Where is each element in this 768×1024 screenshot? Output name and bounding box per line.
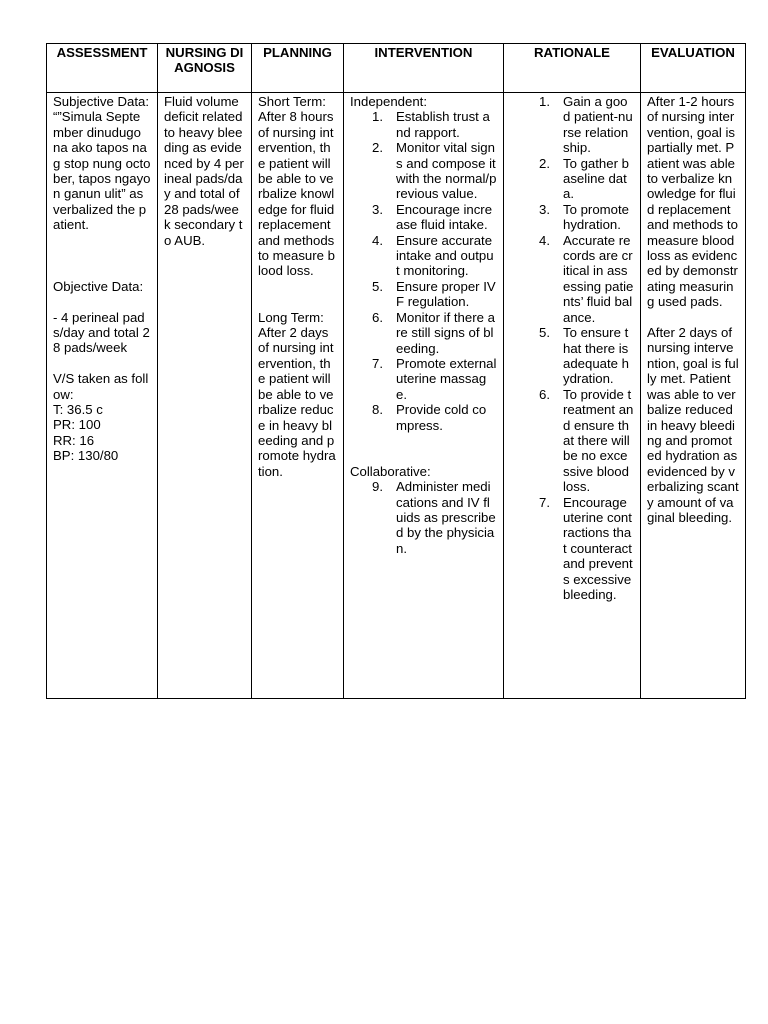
- list-item: 1. Establish trust and rapport.: [372, 109, 490, 140]
- header-planning: PLANNING: [252, 44, 344, 93]
- list-item: 4. Ensure accurate intake and output monitoring.: [372, 232, 494, 279]
- long-term-goal: After 2 days of nursing intervention, the patient will be able to verbalize reduce in heavy bleeding and promote hydration.: [258, 325, 336, 479]
- list-item: 3. Encourage increase fluid intake.: [372, 201, 493, 233]
- list-item: 2. To gather baseline data.: [539, 155, 629, 202]
- short-term-goal: After 8 hours of nursing intervention, the patient will be able to verbalize knowledge for fluid replacement and methods to measure blood loss.: [258, 109, 335, 279]
- list-item: 6. To provide treatment and ensure that there will be no excessive blood loss.: [539, 386, 634, 495]
- evaluation-long-term: After 2 days of nursing intervention, goal is fully met. Patient was able to verbalize reduced in heavy bleeding and promoted hydration as evidenced by verbalizing scanty amount of vaginal bleeding.: [647, 325, 739, 525]
- independent-list: [350, 109, 497, 433]
- independent-label: Independent:: [350, 94, 428, 109]
- list-item: 8. Provide cold compress.: [372, 402, 487, 433]
- subjective-data-label: Subjective Data:: [53, 94, 150, 109]
- list-item: 6. Monitor if there are still signs of bleeding.: [372, 309, 495, 356]
- list-item: 7. Encourage uterine contractions that counteract and prevents excessive bleeding.: [539, 494, 633, 602]
- vital-signs-label: V/S taken as follow:: [53, 371, 149, 402]
- objective-data-label: Objective Data:: [53, 278, 144, 294]
- rationale-list: [510, 94, 634, 602]
- header-row: [47, 44, 746, 93]
- long-term-label: Long Term:: [258, 309, 324, 325]
- header-evaluation: EVALUATION: [641, 44, 746, 93]
- list-item: 3. To promote hydration.: [539, 201, 629, 233]
- vital-sign-respiration: RR: 16: [53, 432, 95, 448]
- header-rationale: RATIONALE: [504, 44, 641, 93]
- objective-item: - 4 perineal pads/day and total 28 pads/week: [53, 309, 150, 356]
- assessment-cell: [47, 93, 158, 699]
- intervention-cell: [344, 93, 504, 699]
- list-item: 5. Ensure proper IVF regulation.: [372, 278, 496, 310]
- diagnosis-cell: [158, 93, 252, 699]
- list-item: 2. Monitor vital signs and compose it with the normal/previous value.: [372, 140, 497, 202]
- collaborative-label: Collaborative:: [350, 463, 431, 479]
- nursing-diagnosis-text: Fluid volume deficit related to heavy bleeding as evidenced by 4 perineal pads/day and total of 28 pads/week secondary to AUB.: [164, 94, 244, 248]
- list-item: 9. Administer medications and IV fluids as prescribed by the physician.: [372, 479, 496, 556]
- vital-sign-blood-pressure: BP: 130/80: [53, 448, 119, 464]
- list-item: 4. Accurate records are critical in assessing patients’ fluid balance.: [539, 232, 634, 325]
- content-row: [47, 93, 746, 699]
- header-intervention: INTERVENTION: [344, 44, 504, 93]
- subjective-quote: “”Simula September dinudugo na ako tapos nag stop nung october, tapos ngayon ganun ulit” as verbalized the patient.: [53, 109, 151, 233]
- header-assessment: ASSESSMENT: [47, 44, 158, 93]
- rationale-cell: [504, 93, 641, 699]
- collaborative-list: [350, 479, 497, 556]
- vital-sign-temperature: T: 36.5 c: [53, 402, 103, 418]
- nursing-care-plan-table: [46, 43, 746, 699]
- planning-cell: [252, 93, 344, 699]
- list-item: 1. Gain a good patient-nurse relationship.: [539, 94, 633, 156]
- evaluation-cell: [641, 93, 746, 699]
- evaluation-short-term: After 1-2 hours of nursing intervention, goal is partially met. Patient was able to verbalize knowledge for fluid replacement and methods to measure blood loss as evidenced by demonstrating measuring used pads.: [647, 94, 738, 310]
- vital-sign-pulse: PR: 100: [53, 417, 101, 433]
- list-item: 5. To ensure that there is adequate hydration.: [539, 325, 630, 387]
- header-nursing-diagnosis: NURSING DIAGNOSIS: [158, 44, 252, 93]
- list-item: 7. Promote external uterine massage.: [372, 355, 497, 402]
- short-term-label: Short Term:: [258, 94, 326, 109]
